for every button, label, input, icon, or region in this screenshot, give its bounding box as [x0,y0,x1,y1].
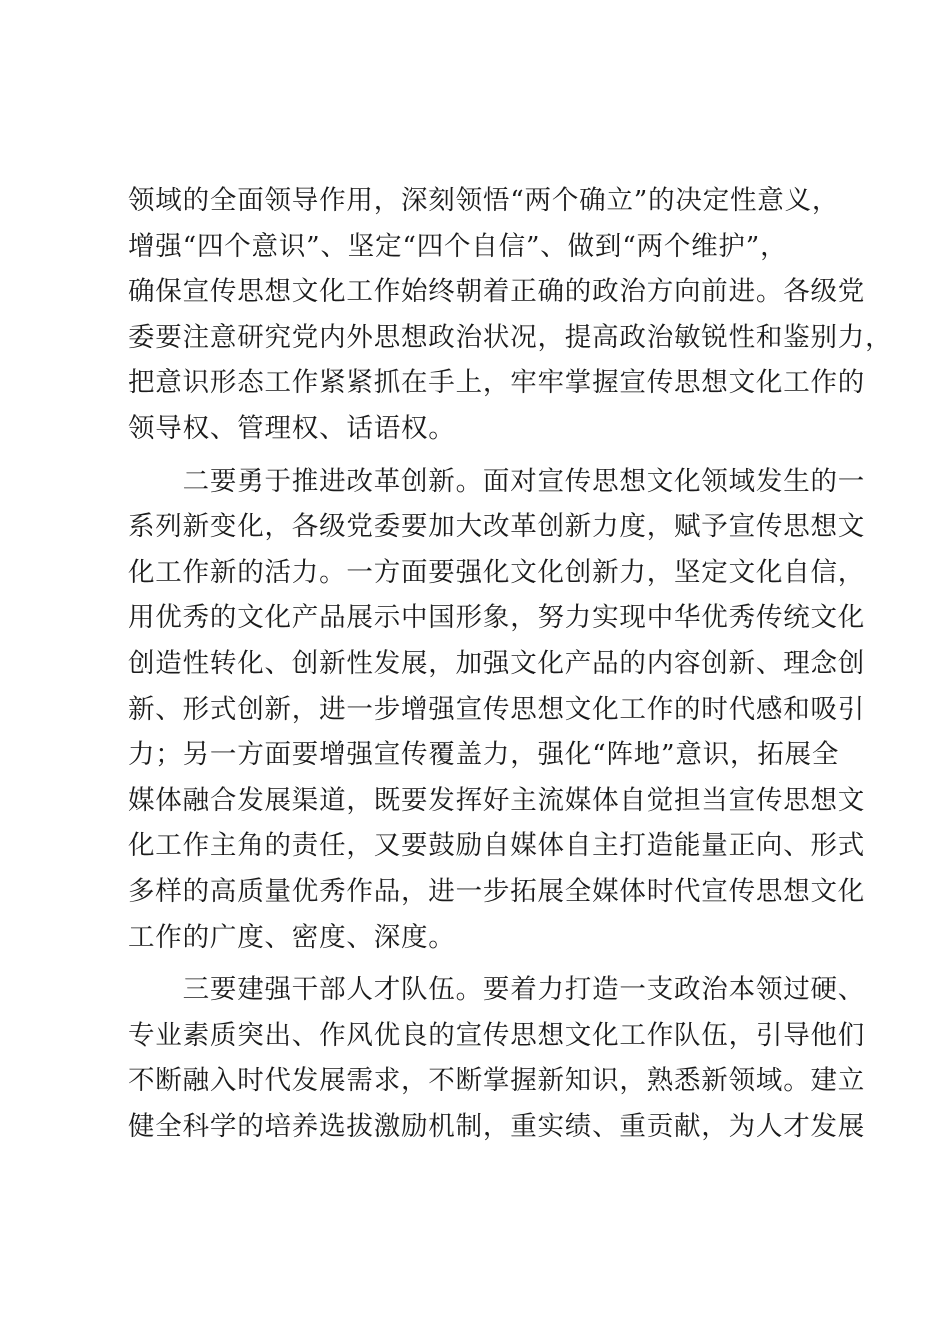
text-line: 创造性转化、创新性发展，加强文化产品的内容创新、理念创 [128,647,866,679]
paragraph-gap [128,452,848,459]
text-line: 领导权、管理权、话语权。 [128,412,456,444]
text-line: 媒体融合发展渠道，既要发挥好主流媒体自觉担当宣传思想文 [128,784,866,816]
text-line: 不断融入时代发展需求，不断掌握新知识，熟悉新领域。建立 [128,1065,866,1097]
text-line: 三要建强干部人才队伍。要着力打造一支政治本领过硬、 [128,974,866,1006]
text-line: 工作的广度、密度、深度。 [128,921,456,953]
text-line: 健全科学的培养选拔激励机制，重实绩、重贡献，为人才发展 [128,1110,866,1142]
paragraph-3 [128,967,866,1149]
text-line: 把意识形态工作紧紧抓在手上，牢牢掌握宣传思想文化工作的 [128,367,866,399]
paragraph-1 [128,178,893,452]
text-line: 力；另一方面要增强宣传覆盖力，强化“阵地”意识，拓展全 [128,739,840,771]
text-line: 化工作新的活力。一方面要强化文化创新力，坚定文化自信， [128,556,866,588]
paragraph-2 [128,459,866,961]
text-line: 系列新变化，各级党委要加大改革创新力度，赋予宣传思想文 [128,511,866,543]
text-line: 用优秀的文化产品展示中国形象，努力实现中华优秀传统文化 [128,602,866,634]
text-line: 新、形式创新，进一步增强宣传思想文化工作的时代感和吸引 [128,693,866,725]
text-line: 确保宣传思想文化工作始终朝着正确的政治方向前进。各级党 [128,276,866,308]
text-line: 多样的高质量优秀作品，进一步拓展全媒体时代宣传思想文化 [128,875,866,907]
text-line: 二要勇于推进改革创新。面对宣传思想文化领域发生的一 [128,465,866,497]
text-line: 领域的全面领导作用，深刻领悟“两个确立”的决定性意义， [128,185,840,216]
text-line: 增强“四个意识”、坚定“四个自信”、做到“两个维护”， [128,230,788,262]
body-text [128,178,893,1149]
paragraph-gap [128,960,848,967]
text-line: 化工作主角的责任，又要鼓励自媒体自主打造能量正向、形式 [128,830,866,862]
text-line: 委要注意研究党内外思想政治状况，提高政治敏锐性和鉴别力， [128,321,893,353]
text-line: 专业素质突出、作风优良的宣传思想文化工作队伍，引导他们 [128,1019,866,1051]
